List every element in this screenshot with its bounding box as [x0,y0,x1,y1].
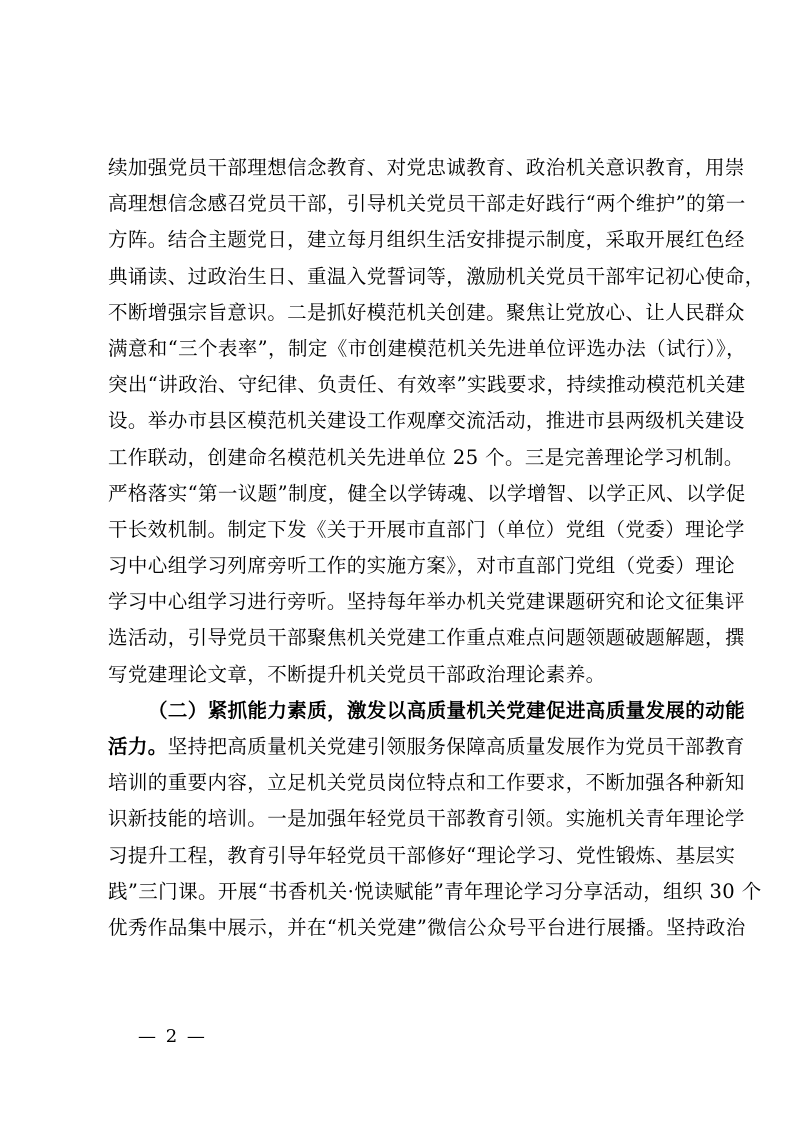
text-line [108,729,745,765]
text-line: 践”三门课。开展“书香机关·悦读赋能”青年理论学习分享活动，组织 30 个 [108,879,762,903]
text-line: 方阵。结合主题党日，建立每月组织生活安排提示制度，采取开展红色经 [108,228,745,252]
body-text [108,150,765,946]
section-heading: （二）紧抓能力素质，激发以高质量机关党建促进高质量发展的动能 [148,698,746,722]
page-number: — 2 — [138,1026,207,1047]
text-line: 培训的重要内容，立足机关党员岗位特点和工作要求，不断加强各种新知 [108,771,745,795]
text-line: 学习中心组学习进行旁听。坚持每年举办机关党建课题研究和论文征集评 [108,590,745,614]
section-heading-end: 活力。 [108,735,168,758]
text-line: 干长效机制。制定下发《关于开展市直部门（单位）党组（党委）理论学 [108,517,745,541]
text-line: 续加强党员干部理想信念教育、对党忠诚教育、政治机关意识教育，用崇 [108,156,745,179]
text-line: 习中心组学习列席旁听工作的实施方案》，对市直部门党组（党委）理论 [108,554,736,578]
text-line: 满意和“三个表率”，制定《市创建模范机关先进单位评选办法（试行）》， [108,336,747,360]
text-line: 习提升工程，教育引导年轻党员干部修好“理论学习、党性锻炼、基层实 [108,843,736,867]
text-line: 严格落实“第一议题”制度，健全以学铸魂、以学增智、以学正风、以学促 [108,481,746,505]
text-line: 突出“讲政治、守纪律、负责任、有效率”实践要求，持续推动模范机关建 [108,373,746,397]
text-span: 坚持把高质量机关党建引领服务保障高质量发展作为党员干部教育 [167,735,745,758]
text-line: 选活动，引导党员干部聚焦机关党建工作重点难点问题领题破题解题，撰 [108,626,745,650]
text-line: 不断增强宗旨意识。二是抓好模范机关创建。聚焦让党放心、让人民群众 [108,300,745,324]
text-line: 高理想信念感召党员干部，引导机关党员干部走好践行“两个维护”的第一 [108,192,746,216]
text-line: 设。举办市县区模范机关建设工作观摩交流活动，推进市县两级机关建设 [108,409,745,433]
text-line: 优秀作品集中展示，并在“机关党建”微信公众号平台进行展播。坚持政治 [108,915,746,939]
text-line: 工作联动，创建命名模范机关先进单位 25 个。三是完善理论学习机制。 [108,445,744,469]
text-line: 识新技能的培训。一是加强年轻党员干部教育引领。实施机关青年理论学 [108,807,745,831]
text-line: 写党建理论文章，不断提升机关党员干部政治理论素养。 [108,662,606,686]
text-line: 典诵读、过政治生日、重温入党誓词等，激励机关党员干部牢记初心使命， [108,264,765,288]
